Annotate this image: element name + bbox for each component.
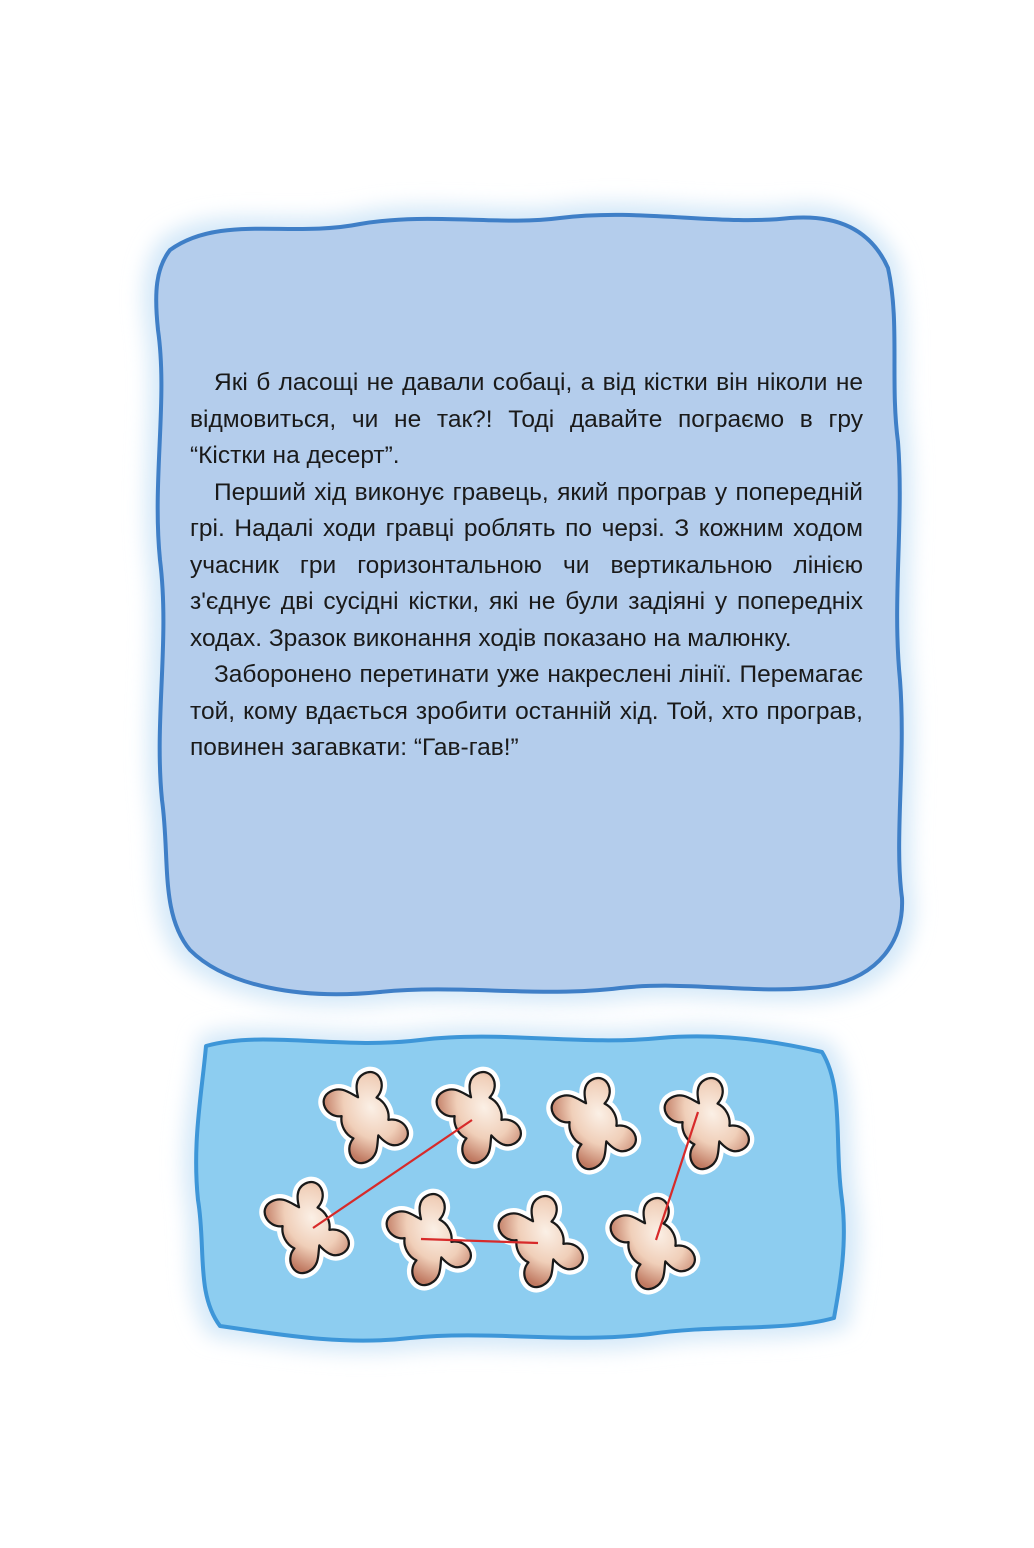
paragraph-win-condition: Заборонено перетинати уже накреслені лінії. Перемагає той, кому вдається зробити останній хід. Той, хто програв, повинен загавкати: “Гав-гав!”: [190, 661, 863, 761]
illustration-background: [196, 1036, 844, 1340]
rules-text: [190, 365, 863, 767]
paragraph-rules: Перший хід виконує гравець, який програв у попередній грі. Надалі ходи гравці роблять по черзі. З кожним ходом учасник гри горизонтальною чи вертикальною лінією з'єднує дві сусідні кістки, які не були задіяні у попередніх ходах. Зразок виконання ходів показано на малюнку.: [190, 478, 863, 652]
paragraph-intro: Які б ласощі не давали собаці, а від кістки він ніколи не відмовиться, чи не так?! Тоді давайте пограємо в гру “Кістки на десерт”.: [190, 369, 863, 469]
